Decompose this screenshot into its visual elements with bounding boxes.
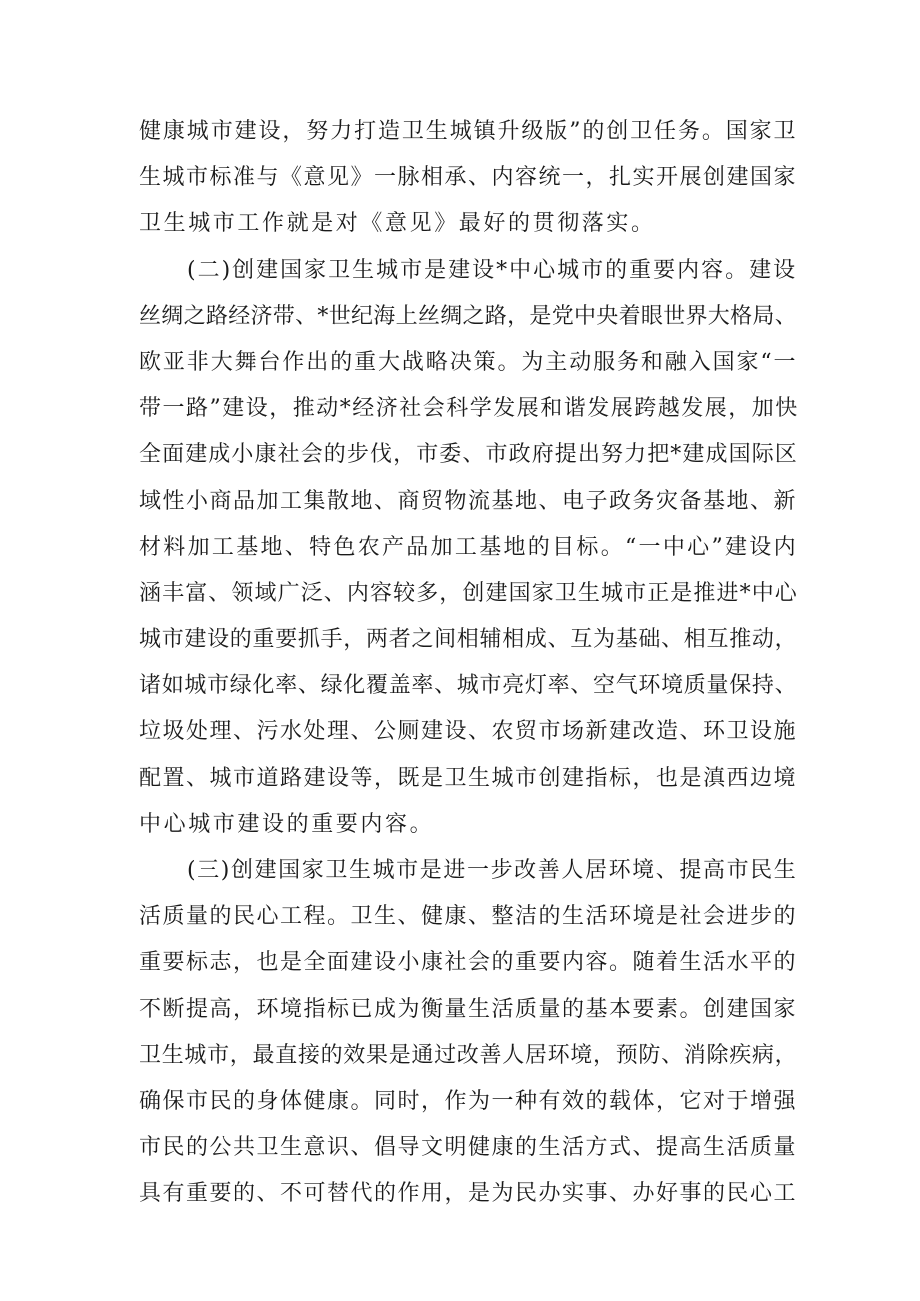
paragraph-line: 材料加工基地、特色农产品加工基地的目标。“一中心”建设内 (139, 534, 798, 560)
paragraph-line: 配置、城市道路建设等，既是卫生城市创建指标，也是滇西边境 (139, 765, 798, 791)
paragraph-line: 生城市标准与《意见》一脉相承、内容统一，扎实开展创建国家 (139, 165, 798, 191)
paragraph-line: 城市建设的重要抓手，两者之间相辅相成、互为基础、相互推动， (139, 627, 798, 653)
paragraph-line: 重要标志，也是全面建设小康社会的重要内容。随着生活水平的 (139, 950, 798, 976)
paragraph-line: 具有重要的、不可替代的作用，是为民办实事、办好事的民心工 (139, 1181, 798, 1207)
section-heading-line: (三)创建国家卫生城市是进一步改善人居环境、提高市民生 (187, 858, 798, 883)
paragraph-line: 中心城市建设的重要内容。 (139, 811, 435, 837)
paragraph-line: 带一路”建设，推动*经济社会科学发展和谐发展跨越发展，加快 (139, 396, 799, 422)
paragraph-line: 涵丰富、领域广泛、内容较多，创建国家卫生城市正是推进*中心 (139, 580, 798, 606)
paragraph-line: 域性小商品加工集散地、商贸物流基地、电子政务灾备基地、新 (139, 488, 798, 514)
paragraph-line: 卫生城市工作就是对《意见》最好的贯彻落实。 (139, 211, 656, 237)
document-body (139, 109, 799, 1218)
paragraph-line: 不断提高，环境指标已成为衡量生活质量的基本要素。创建国家 (139, 996, 798, 1022)
paragraph-line: 活质量的民心工程。卫生、健康、整洁的生活环境是社会进步的 (139, 904, 798, 930)
paragraph-line: 丝绸之路经济带、*世纪海上丝绸之路，是党中央着眼世界大格局、 (139, 303, 798, 329)
section-heading-line: (二)创建国家卫生城市是建设*中心城市的重要内容。建设 (187, 257, 798, 283)
paragraph-line: 市民的公共卫生意识、倡导文明健康的生活方式、提高生活质量 (139, 1135, 798, 1161)
paragraph-line: 全面建成小康社会的步伐，市委、市政府提出努力把*建成国际区 (139, 442, 798, 468)
paragraph-line: 欧亚非大舞台作出的重大战略决策。为主动服务和融入国家“一 (139, 349, 798, 375)
paragraph-line: 垃圾处理、污水处理、公厕建设、农贸市场新建改造、环卫设施 (139, 719, 798, 745)
paragraph-line: 卫生城市，最直接的效果是通过改善人居环境，预防、消除疾病， (139, 1042, 798, 1068)
paragraph-line: 诸如城市绿化率、绿化覆盖率、城市亮灯率、空气环境质量保持、 (139, 673, 798, 699)
paragraph-line: 健康城市建设，努力打造卫生城镇升级版”的创卫任务。国家卫 (139, 119, 798, 144)
paragraph-line: 确保市民的身体健康。同时，作为一种有效的载体，它对于增强 (139, 1088, 798, 1114)
